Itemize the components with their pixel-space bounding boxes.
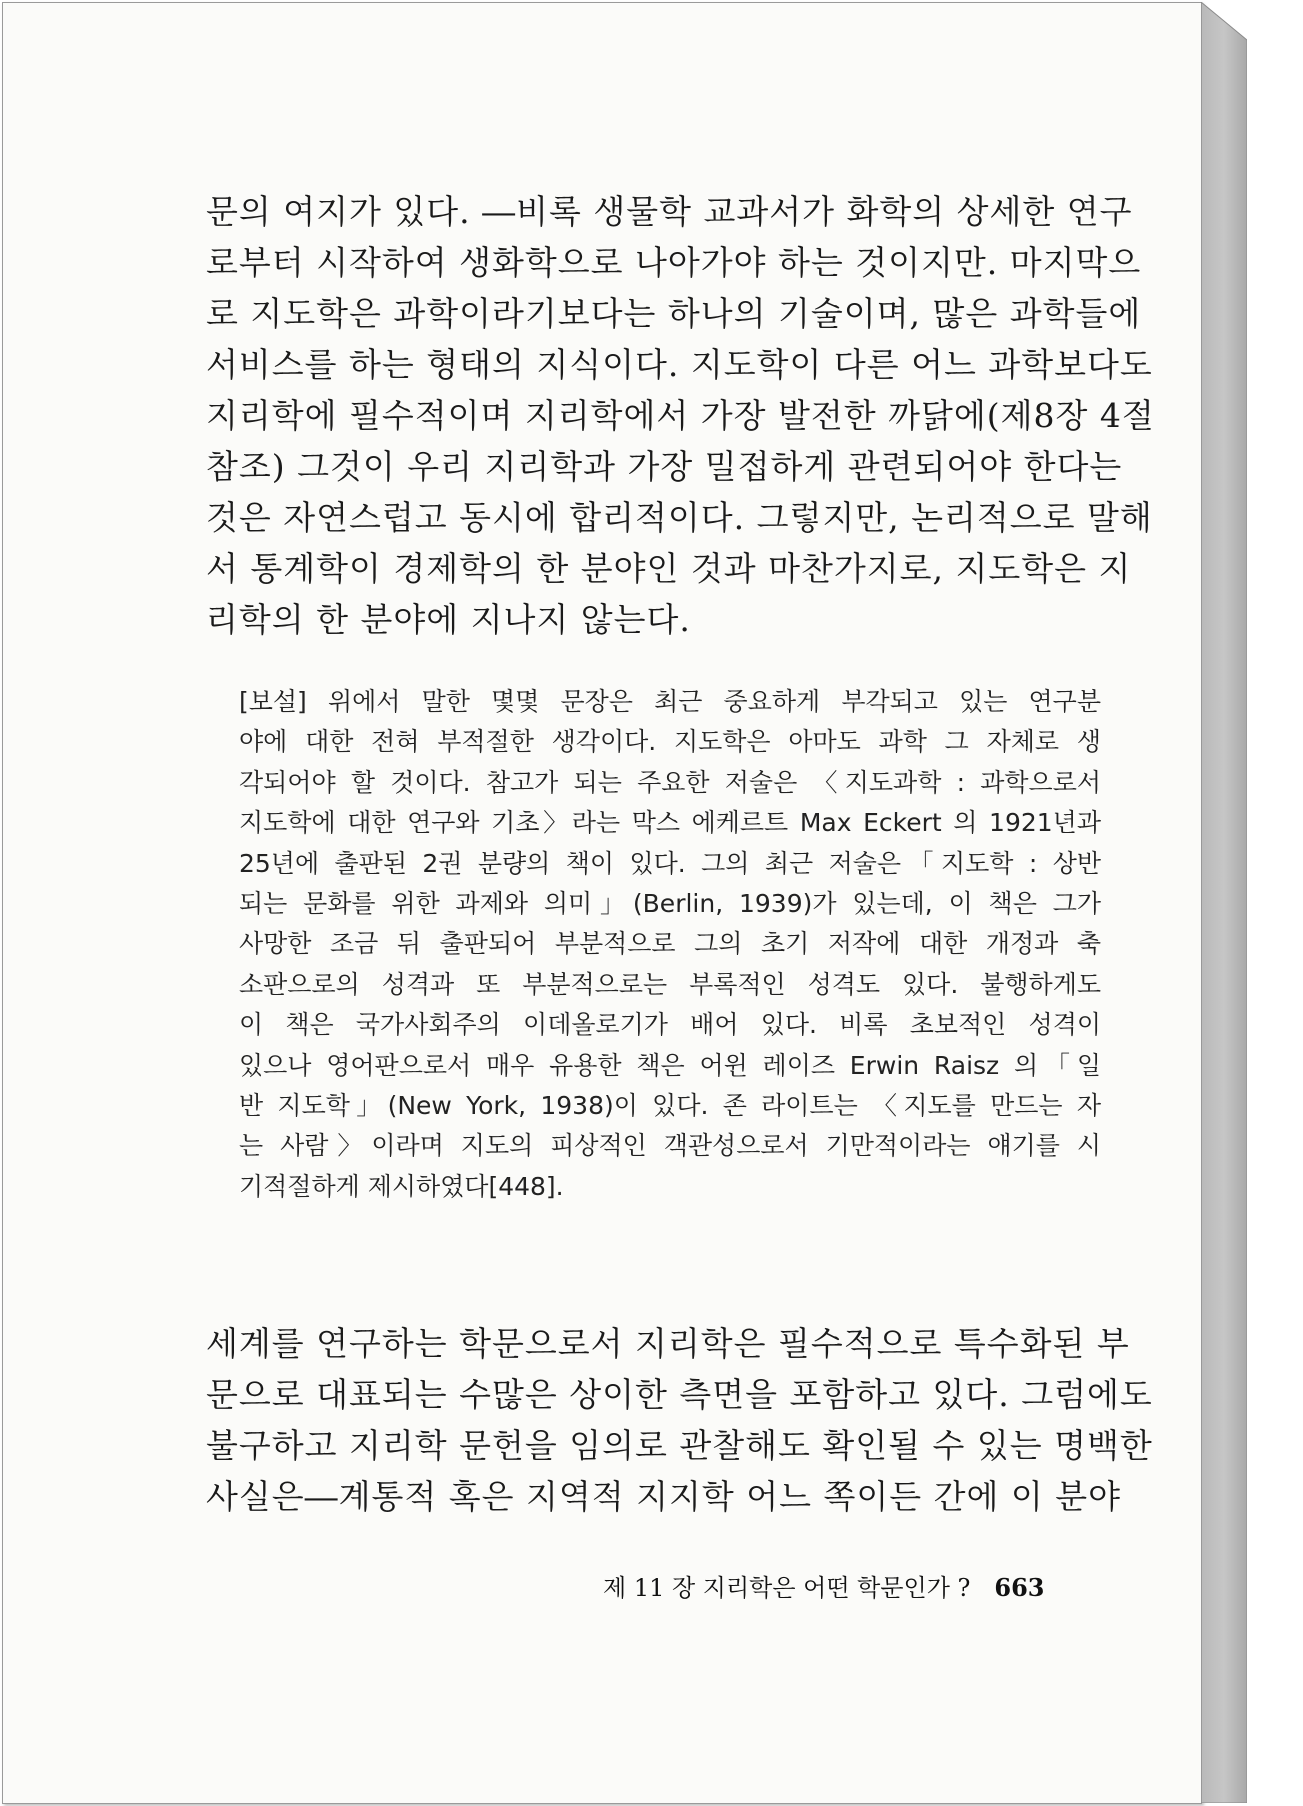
text-line: 것은 자연스럽고 동시에 합리적이다. 그렇지만, 논리적으로 말해 [206,498,1153,537]
page-footer [603,1568,1083,1603]
page-number: 663 [994,1573,1045,1602]
note-line: 되는 문화를 위한 과제와 의미」(Berlin, 1939)가 있는데, 이 책은 그가 [239,889,1101,919]
body-paragraph-2 [206,1318,1153,1522]
text-line: 지리학에 필수적이며 지리학에서 가장 발전한 까닭에(제8장 4절 [206,396,1155,435]
text-line: 불구하고 지리학 문헌을 임의로 관찰해도 확인될 수 있는 명백한 [206,1426,1153,1465]
note-line: 이 책은 국가사회주의 이데올로기가 배어 있다. 비록 초보적인 성격이 [239,1010,1101,1040]
page-edge-shading [1201,2,1247,1803]
supplementary-note [239,682,1101,1207]
text-line: 세계를 연구하는 학문으로서 지리학은 필수적으로 특수화된 부 [206,1324,1130,1363]
note-line: [보설] 위에서 말한 몇몇 문장은 최근 중요하게 부각되고 있는 연구분 [239,687,1101,716]
note-line: 각되어야 할 것이다. 참고가 되는 주요한 저술은 〈지도과학 : 과학으로서 [239,767,1101,797]
text-line: 로 지도학은 과학이라기보다는 하나의 기술이며, 많은 과학들에 [206,294,1142,333]
text-line: 서비스를 하는 형태의 지식이다. 지도학이 다른 어느 과학보다도 [206,345,1153,384]
book-page [2,2,1202,1804]
note-line: 지도학에 대한 연구와 기초〉라는 막스 에케르트 Max Eckert 의 1921년과 [239,808,1101,838]
note-line: 반 지도학」(New York, 1938)이 있다. 존 라이트는 〈지도를 만드는 자 [239,1091,1101,1121]
note-line: 는 사람〉이라며 지도의 피상적인 객관성으로서 기만적이라는 얘기를 시 [239,1131,1101,1161]
text-line: 문의 여지가 있다. ―비록 생물학 교과서가 화학의 상세한 연구 [206,192,1133,231]
body-paragraph-1 [206,186,1155,645]
running-title: 제 11 장 지리학은 어떤 학문인가 ? [603,1574,971,1602]
note-line: 야에 대한 전혀 부적절한 생각이다. 지도학은 아마도 과학 그 자체로 생 [239,727,1101,757]
text-line: 문으로 대표되는 수많은 상이한 측면을 포함하고 있다. 그럼에도 [206,1375,1153,1414]
note-line: 25년에 출판된 2권 분량의 책이 있다. 그의 최근 저술은「지도학 : 상반 [239,848,1101,878]
text-line: 서 통계학이 경제학의 한 분야인 것과 마찬가지로, 지도학은 지 [206,549,1132,588]
note-line: 소판으로의 성격과 또 부분적으로는 부록적인 성격도 있다. 불행하게도 [239,969,1101,999]
note-line: 있으나 영어판으로서 매우 유용한 책은 어윈 레이즈 Erwin Raisz 의「일 [239,1050,1101,1080]
note-line: 기적절하게 제시하였다[448]. [239,1171,564,1201]
note-line: 사망한 조금 뒤 출판되어 부분적으로 그의 초기 저작에 대한 개정과 축 [239,929,1101,959]
text-line: 리학의 한 분야에 지나지 않는다. [206,600,691,639]
text-line: 참조) 그것이 우리 지리학과 가장 밀접하게 관련되어야 한다는 [206,447,1123,486]
text-line: 로부터 시작하여 생화학으로 나아가야 하는 것이지만. 마지막으 [206,243,1142,282]
text-line: 사실은―계통적 혹은 지역적 지지학 어느 쪽이든 간에 이 분야 [206,1477,1121,1516]
